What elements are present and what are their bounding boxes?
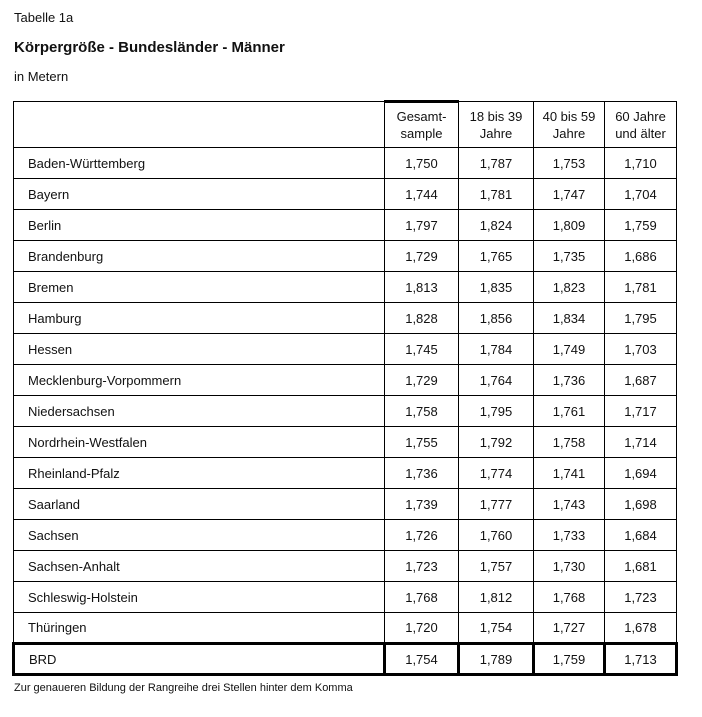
state-name-cell: Hamburg xyxy=(14,303,385,334)
value-cell-60-plus: 1,694 xyxy=(605,458,677,489)
table-row xyxy=(14,489,677,520)
value-cell-40-59: 1,727 xyxy=(534,613,605,644)
value-cell-gesamt: 1,797 xyxy=(385,210,459,241)
value-cell-40-59: 1,823 xyxy=(534,272,605,303)
table-row xyxy=(14,582,677,613)
column-header-60-plus xyxy=(605,102,677,148)
body-height-table xyxy=(12,100,678,676)
value-cell-60-plus: 1,723 xyxy=(605,582,677,613)
value-cell-gesamt: 1,736 xyxy=(385,458,459,489)
column-header-line: Gesamt- xyxy=(396,109,447,124)
table-number-label: Tabelle 1a xyxy=(14,10,74,25)
value-cell-gesamt: 1,720 xyxy=(385,613,459,644)
value-cell-18-39: 1,777 xyxy=(459,489,534,520)
column-header-40-59 xyxy=(534,102,605,148)
value-cell-40-59: 1,730 xyxy=(534,551,605,582)
value-cell-18-39: 1,764 xyxy=(459,365,534,396)
value-cell-18-39: 1,765 xyxy=(459,241,534,272)
value-cell-18-39: 1,787 xyxy=(459,148,534,179)
value-cell-gesamt: 1,729 xyxy=(385,365,459,396)
value-cell-gesamt: 1,726 xyxy=(385,520,459,551)
value-cell-60-plus: 1,717 xyxy=(605,396,677,427)
state-name-cell: Bayern xyxy=(14,179,385,210)
value-cell-60-plus: 1,681 xyxy=(605,551,677,582)
value-cell-18-39: 1,784 xyxy=(459,334,534,365)
value-cell-60-plus: 1,759 xyxy=(605,210,677,241)
value-cell-40-59: 1,758 xyxy=(534,427,605,458)
value-cell-18-39: 1,835 xyxy=(459,272,534,303)
value-cell-18-39: 1,824 xyxy=(459,210,534,241)
state-name-cell: BRD xyxy=(14,644,385,675)
value-cell-40-59: 1,735 xyxy=(534,241,605,272)
value-cell-gesamt: 1,750 xyxy=(385,148,459,179)
value-cell-60-plus: 1,795 xyxy=(605,303,677,334)
value-cell-gesamt: 1,745 xyxy=(385,334,459,365)
state-name-cell: Sachsen xyxy=(14,520,385,551)
value-cell-60-plus: 1,703 xyxy=(605,334,677,365)
value-cell-40-59: 1,747 xyxy=(534,179,605,210)
corner-cell xyxy=(14,102,385,148)
page-title: Körpergröße - Bundesländer - Männer xyxy=(14,39,285,56)
table-row xyxy=(14,396,677,427)
state-name-cell: Baden-Württemberg xyxy=(14,148,385,179)
column-header-line: 60 Jahre xyxy=(615,108,666,124)
value-cell-gesamt: 1,744 xyxy=(385,179,459,210)
state-name-cell: Nordrhein-Westfalen xyxy=(14,427,385,458)
table-header xyxy=(14,102,677,148)
value-cell-gesamt: 1,739 xyxy=(385,489,459,520)
value-cell-40-59: 1,753 xyxy=(534,148,605,179)
table-row xyxy=(14,458,677,489)
table-row xyxy=(14,427,677,458)
table-row xyxy=(14,334,677,365)
value-cell-gesamt: 1,758 xyxy=(385,396,459,427)
state-name-cell: Bremen xyxy=(14,272,385,303)
value-cell-60-plus: 1,713 xyxy=(605,644,677,675)
table-row xyxy=(14,241,677,272)
value-cell-gesamt: 1,723 xyxy=(385,551,459,582)
table-row xyxy=(14,210,677,241)
column-header-18-39 xyxy=(459,102,534,148)
table-row xyxy=(14,148,677,179)
state-name-cell: Hessen xyxy=(14,334,385,365)
state-name-cell: Brandenburg xyxy=(14,241,385,272)
document-header xyxy=(0,0,702,85)
value-cell-60-plus: 1,687 xyxy=(605,365,677,396)
value-cell-40-59: 1,768 xyxy=(534,582,605,613)
value-cell-18-39: 1,760 xyxy=(459,520,534,551)
table-row xyxy=(14,365,677,396)
column-header-line: 18 bis 39 xyxy=(469,108,523,124)
column-header-line: 40 bis 59 xyxy=(542,108,596,124)
value-cell-gesamt: 1,813 xyxy=(385,272,459,303)
value-cell-18-39: 1,795 xyxy=(459,396,534,427)
column-header-line: und älter xyxy=(615,125,666,141)
value-cell-18-39: 1,792 xyxy=(459,427,534,458)
value-cell-gesamt: 1,729 xyxy=(385,241,459,272)
value-cell-60-plus: 1,781 xyxy=(605,272,677,303)
value-cell-40-59: 1,809 xyxy=(534,210,605,241)
value-cell-18-39: 1,754 xyxy=(459,613,534,644)
state-name-cell: Sachsen-Anhalt xyxy=(14,551,385,582)
state-name-cell: Schleswig-Holstein xyxy=(14,582,385,613)
unit-subtitle: in Metern xyxy=(14,69,69,84)
value-cell-60-plus: 1,704 xyxy=(605,179,677,210)
state-name-cell: Berlin xyxy=(14,210,385,241)
value-cell-60-plus: 1,684 xyxy=(605,520,677,551)
value-cell-40-59: 1,834 xyxy=(534,303,605,334)
value-cell-40-59: 1,761 xyxy=(534,396,605,427)
value-cell-60-plus: 1,710 xyxy=(605,148,677,179)
value-cell-18-39: 1,812 xyxy=(459,582,534,613)
state-name-cell: Mecklenburg-Vorpommern xyxy=(14,365,385,396)
value-cell-18-39: 1,781 xyxy=(459,179,534,210)
value-cell-60-plus: 1,686 xyxy=(605,241,677,272)
value-cell-40-59: 1,736 xyxy=(534,365,605,396)
table-row xyxy=(14,644,677,675)
value-cell-gesamt: 1,754 xyxy=(385,644,459,675)
table-row xyxy=(14,272,677,303)
state-name-cell: Thüringen xyxy=(14,613,385,644)
state-name-cell: Rheinland-Pfalz xyxy=(14,458,385,489)
value-cell-18-39: 1,856 xyxy=(459,303,534,334)
table-body xyxy=(14,148,677,675)
value-cell-gesamt: 1,828 xyxy=(385,303,459,334)
value-cell-60-plus: 1,678 xyxy=(605,613,677,644)
value-cell-18-39: 1,789 xyxy=(459,644,534,675)
column-header-line: sample xyxy=(400,126,443,141)
value-cell-40-59: 1,759 xyxy=(534,644,605,675)
column-header-gesamt xyxy=(385,102,459,148)
column-header-line: Jahre xyxy=(479,125,513,141)
value-cell-40-59: 1,749 xyxy=(534,334,605,365)
value-cell-60-plus: 1,698 xyxy=(605,489,677,520)
table-row xyxy=(14,179,677,210)
value-cell-gesamt: 1,755 xyxy=(385,427,459,458)
value-cell-40-59: 1,743 xyxy=(534,489,605,520)
state-name-cell: Saarland xyxy=(14,489,385,520)
value-cell-40-59: 1,733 xyxy=(534,520,605,551)
table-row xyxy=(14,613,677,644)
value-cell-40-59: 1,741 xyxy=(534,458,605,489)
table-row xyxy=(14,303,677,334)
value-cell-gesamt: 1,768 xyxy=(385,582,459,613)
state-name-cell: Niedersachsen xyxy=(14,396,385,427)
table-row xyxy=(14,520,677,551)
footnote: Zur genaueren Bildung der Rangreihe drei Stellen hinter dem Komma xyxy=(14,682,353,694)
header-row xyxy=(14,102,677,148)
value-cell-60-plus: 1,714 xyxy=(605,427,677,458)
column-header-line: Jahre xyxy=(552,125,586,141)
value-cell-18-39: 1,757 xyxy=(459,551,534,582)
value-cell-18-39: 1,774 xyxy=(459,458,534,489)
table-row xyxy=(14,551,677,582)
